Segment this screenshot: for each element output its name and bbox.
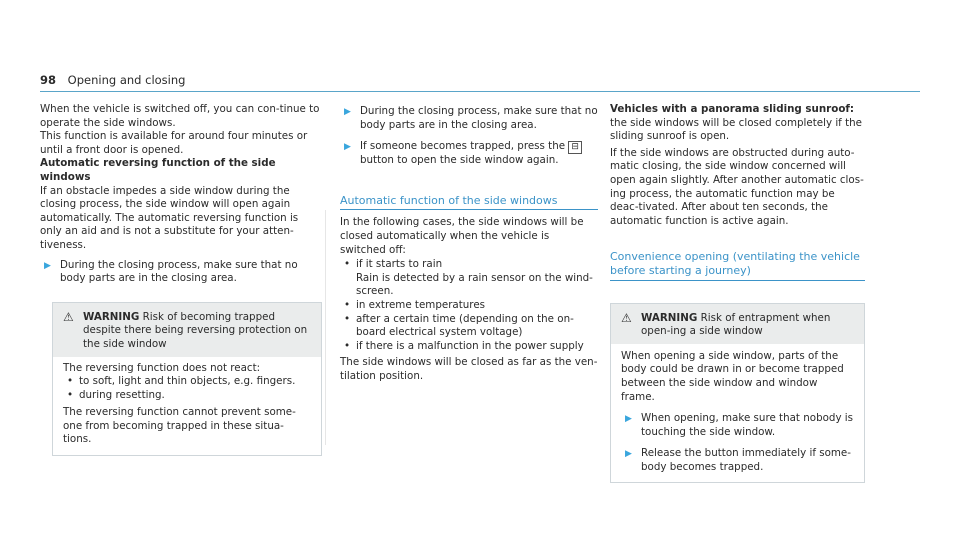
list-item: • if it starts to rain Rain is detected by a rain sensor on the wind-screen. <box>344 258 593 298</box>
step-text: Release the button immediately if some-body becomes trapped. <box>641 447 851 473</box>
section-title: Opening and closing <box>67 73 186 87</box>
paragraph: the side windows will be closed completely if the sliding sunroof is open. <box>610 116 862 143</box>
list-item: • after a certain time (depending on the on-board electrical system voltage) <box>344 312 574 339</box>
arrow-right-icon: ▶ <box>44 260 51 271</box>
column-3 <box>610 103 865 483</box>
arrow-right-icon: ▶ <box>344 142 351 153</box>
instruction-step <box>621 447 854 474</box>
warning-intro: The reversing function does not react: <box>63 361 261 374</box>
window-button-icon: ⊟ <box>568 141 582 154</box>
step-text: During the closing process, make sure that no body parts are in the closing area. <box>360 105 598 131</box>
warning-box <box>52 302 322 456</box>
list-item: • during resetting. <box>67 388 165 401</box>
warning-triangle-icon: ⚠ <box>63 309 74 324</box>
paragraph: If the side windows are obstructed during auto-matic closing, the side window concerned will open again slightly. After another automatic clos-ing process, the automatic function may be deac-tivated. After about ten seconds, the automatic function is active again. <box>610 146 864 227</box>
instruction-step <box>40 259 322 286</box>
paragraph: The side windows will be closed as far as the ven-tilation position. <box>340 356 598 382</box>
warning-title: Risk of becoming trapped despite there being reversing protection on the side window <box>83 310 308 350</box>
step-text: button to open the side window again. <box>360 154 559 167</box>
subsection-heading: Automatic function of the side windows <box>340 194 598 211</box>
section-heading: Automatic reversing function of the side windows <box>40 157 276 183</box>
list-item: • to soft, light and thin objects, e.g. fingers. <box>67 375 296 388</box>
subsection-heading: Convenience opening (ventilating the vehicle before starting a journey) <box>610 250 865 280</box>
section-heading: Vehicles with a panorama sliding sunroof: <box>610 103 854 115</box>
paragraph: When the vehicle is switched off, you can con-tinue to operate the side windows. <box>40 103 320 129</box>
paragraph: In the following cases, the side windows will be closed automatically when the vehicle is switched off: <box>340 216 584 256</box>
paragraph: If an obstacle impedes a side window during the closing process, the side window will open again automatically. The automatic reversing function is only an aid and is not a substitute for your atten-tiveness. <box>40 184 299 251</box>
warning-outro: The reversing function cannot prevent some-one from becoming trapped in these situa-tions. <box>63 406 296 446</box>
instruction-step <box>621 412 854 439</box>
step-text: During the closing process, make sure that no body parts are in the closing area. <box>60 258 298 285</box>
step-text: When opening, make sure that nobody is touching the side window. <box>641 412 854 438</box>
warning-box <box>610 303 865 484</box>
warning-text: When opening a side window, parts of the body could be drawn in or become trapped between the side window and window frame. <box>621 349 844 403</box>
page-number: 98 <box>40 73 57 87</box>
step-text: If someone becomes trapped, press the <box>360 140 566 153</box>
instruction-step <box>340 105 598 132</box>
warning-title: Risk of entrapment when open-ing a side window <box>641 311 831 338</box>
list-item: • if there is a malfunction in the power supply <box>344 339 584 352</box>
arrow-right-icon: ▶ <box>625 449 632 460</box>
column-2 <box>340 103 598 384</box>
instruction-step <box>340 140 598 168</box>
column-divider <box>325 210 326 445</box>
warning-triangle-icon: ⚠ <box>621 310 632 325</box>
warning-label: WARNING <box>83 310 140 323</box>
list-item: • in extreme temperatures <box>344 298 486 311</box>
paragraph: This function is available for around four minutes or until a front door is opened. <box>40 130 308 156</box>
arrow-right-icon: ▶ <box>344 107 351 117</box>
page-header <box>40 73 185 87</box>
warning-label: WARNING <box>641 311 698 324</box>
arrow-right-icon: ▶ <box>625 414 632 425</box>
column-1 <box>40 103 322 456</box>
header-rule <box>40 91 920 92</box>
